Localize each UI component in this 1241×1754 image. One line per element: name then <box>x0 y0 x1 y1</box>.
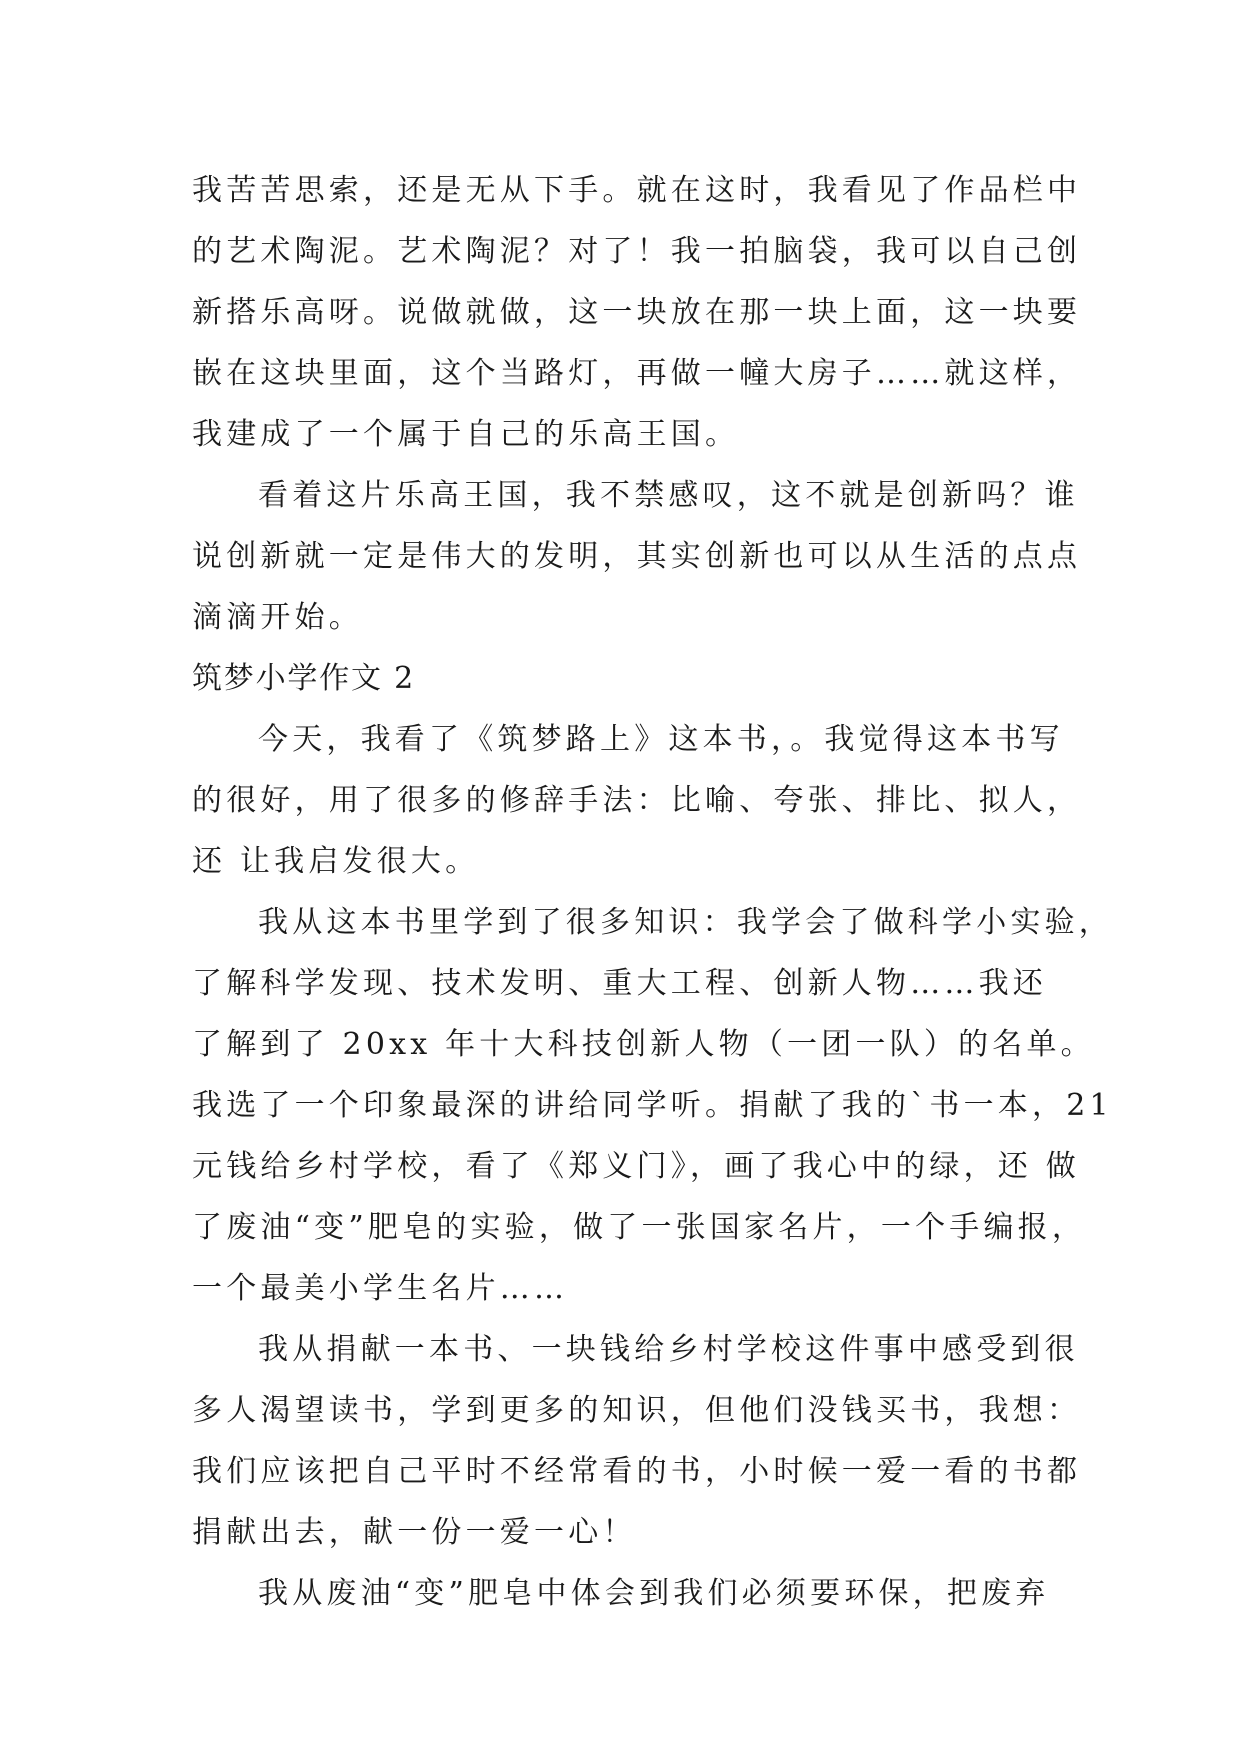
text-line: 我选了一个印象最深的讲给同学听。捐献了我的`书一本，21 <box>192 1088 1113 1123</box>
text-line: 滴滴开始。 <box>192 600 363 635</box>
text-line: 我建成了一个属于自己的乐高王国。 <box>192 417 740 452</box>
text-line: 多人渴望读书，学到更多的知识，但他们没钱买书，我想： <box>192 1393 1082 1428</box>
paragraph-first-line: 我从捐献一本书、一块钱给乡村学校这件事中感受到很 <box>258 1332 1079 1367</box>
text-line: 新搭乐高呀。说做就做，这一块放在那一块上面，这一块要 <box>192 295 1082 330</box>
text-line: 的很好，用了很多的修辞手法：比喻、夸张、排比、拟人， <box>192 783 1082 818</box>
text-line: 嵌在这块里面，这个当路灯，再做一幢大房子……就这样， <box>192 356 1082 391</box>
text-line: 元钱给乡村学校，看了《郑义门》，画了我心中的绿，还 做 <box>192 1149 1080 1184</box>
section-title: 筑梦小学作文 2 <box>192 661 416 696</box>
text-line: 了解科学发现、技术发明、重大工程、创新人物……我还 <box>192 966 1047 1001</box>
text-line: 了废油“变”肥皂的实验，做了一张国家名片，一个手编报， <box>192 1210 1087 1245</box>
text-line: 的艺术陶泥。艺术陶泥？对了！我一拍脑袋，我可以自己创 <box>192 234 1082 269</box>
paragraph-first-line: 我从这本书里学到了很多知识：我学会了做科学小实验， <box>258 905 1113 940</box>
text-line: 捐献出去，献一份一爱一心！ <box>192 1515 637 1550</box>
text-line: 我苦苦思索，还是无从下手。就在这时，我看见了作品栏中 <box>192 173 1082 208</box>
text-line: 我们应该把自己平时不经常看的书，小时候一爱一看的书都 <box>192 1454 1082 1489</box>
text-line: 还 让我启发很大。 <box>192 844 480 879</box>
text-line: 一个最美小学生名片…… <box>192 1271 569 1306</box>
paragraph-first-line: 今天，我看了《筑梦路上》这本书，。我觉得这本书写 <box>258 722 1064 757</box>
text-line: 了解到了 20xx 年十大科技创新人物（一团一队）的名单。 <box>192 1027 1095 1062</box>
paragraph-first-line: 我从废油“变”肥皂中体会到我们必须要环保，把废弃 <box>258 1576 1050 1611</box>
text-line: 说创新就一定是伟大的发明，其实创新也可以从生活的点点 <box>192 539 1082 574</box>
article-body <box>192 160 1113 1624</box>
paragraph-first-line: 看着这片乐高王国，我不禁感叹，这不就是创新吗？谁 <box>258 478 1079 513</box>
